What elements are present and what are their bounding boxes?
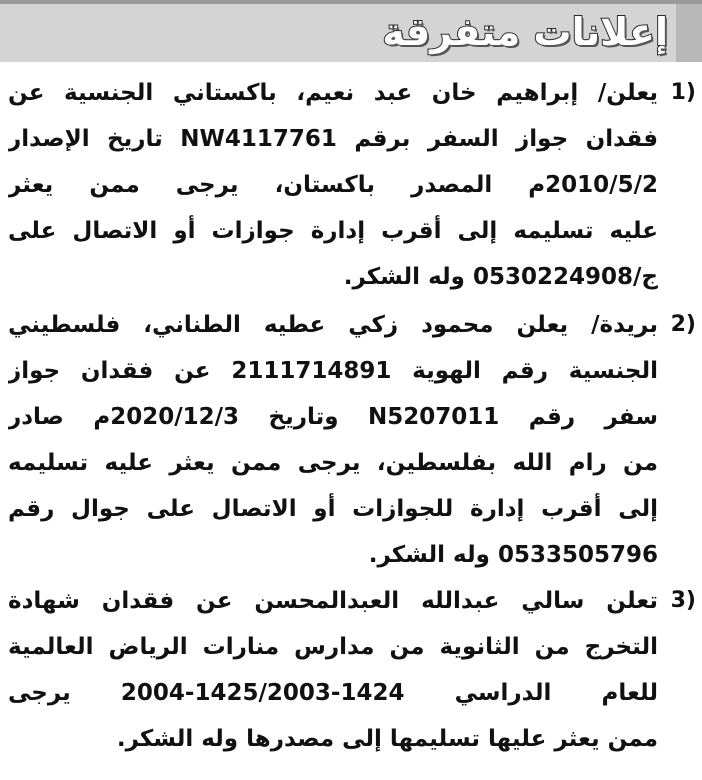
ad-line: يعلن/ إبراهيم خان عبد نعيم، باكستاني الجنسية عن bbox=[8, 80, 658, 106]
ad-line: 0533505796 وله الشكر. bbox=[368, 542, 658, 568]
classified-ad bbox=[0, 302, 702, 578]
ad-line: ممن يعثر عليها تسليمها إلى مصدرها وله الشكر. bbox=[116, 726, 658, 752]
ad-text bbox=[8, 578, 658, 762]
ad-line: بريدة/ يعلن محمود زكي عطيه الطناني، فلسطيني bbox=[8, 312, 658, 338]
classified-ad bbox=[0, 70, 702, 302]
ad-line: سفر رقم N5207011 وتاريخ 2020/12/3م صادر bbox=[8, 404, 658, 430]
classified-ad bbox=[0, 578, 702, 768]
ad-line: إلى أقرب إدارة للجوازات أو الاتصال على جوال رقم bbox=[8, 496, 658, 522]
ad-line: تعلن سالي عبدالله العبدالمحسن عن فقدان شهادة bbox=[8, 588, 658, 614]
header-accent-bar bbox=[676, 4, 702, 62]
ad-line: التخرج من الثانوية من مدارس منارات الرياض العالمية bbox=[8, 634, 658, 660]
section-header bbox=[0, 0, 702, 62]
ad-number: 3) bbox=[670, 588, 696, 613]
ad-line: 2010/5/2م المصدر باكستان، يرجى ممن يعثر bbox=[8, 172, 658, 198]
ad-line: الجنسية رقم الهوية 2111714891 عن فقدان جواز bbox=[8, 358, 658, 384]
ad-line: ج/0530224908 وله الشكر. bbox=[343, 264, 658, 290]
ad-line: عليه تسليمه إلى أقرب إدارة جوازات أو الاتصال على bbox=[8, 218, 658, 244]
ad-text bbox=[8, 70, 658, 300]
ads-list bbox=[0, 70, 702, 768]
ad-number: 2) bbox=[670, 312, 696, 337]
ad-line: من رام الله بفلسطين، يرجى ممن يعثر عليه تسليمه bbox=[8, 450, 658, 476]
ad-line: للعام الدراسي 1424-1425/2003-2004 يرجى bbox=[8, 680, 658, 706]
ad-line: فقدان جواز السفر برقم NW4117761 تاريخ الإصدار bbox=[8, 126, 658, 152]
section-title: إعلانات متفرقة bbox=[382, 10, 668, 54]
ad-text bbox=[8, 302, 658, 578]
ad-number: 1) bbox=[670, 80, 696, 105]
